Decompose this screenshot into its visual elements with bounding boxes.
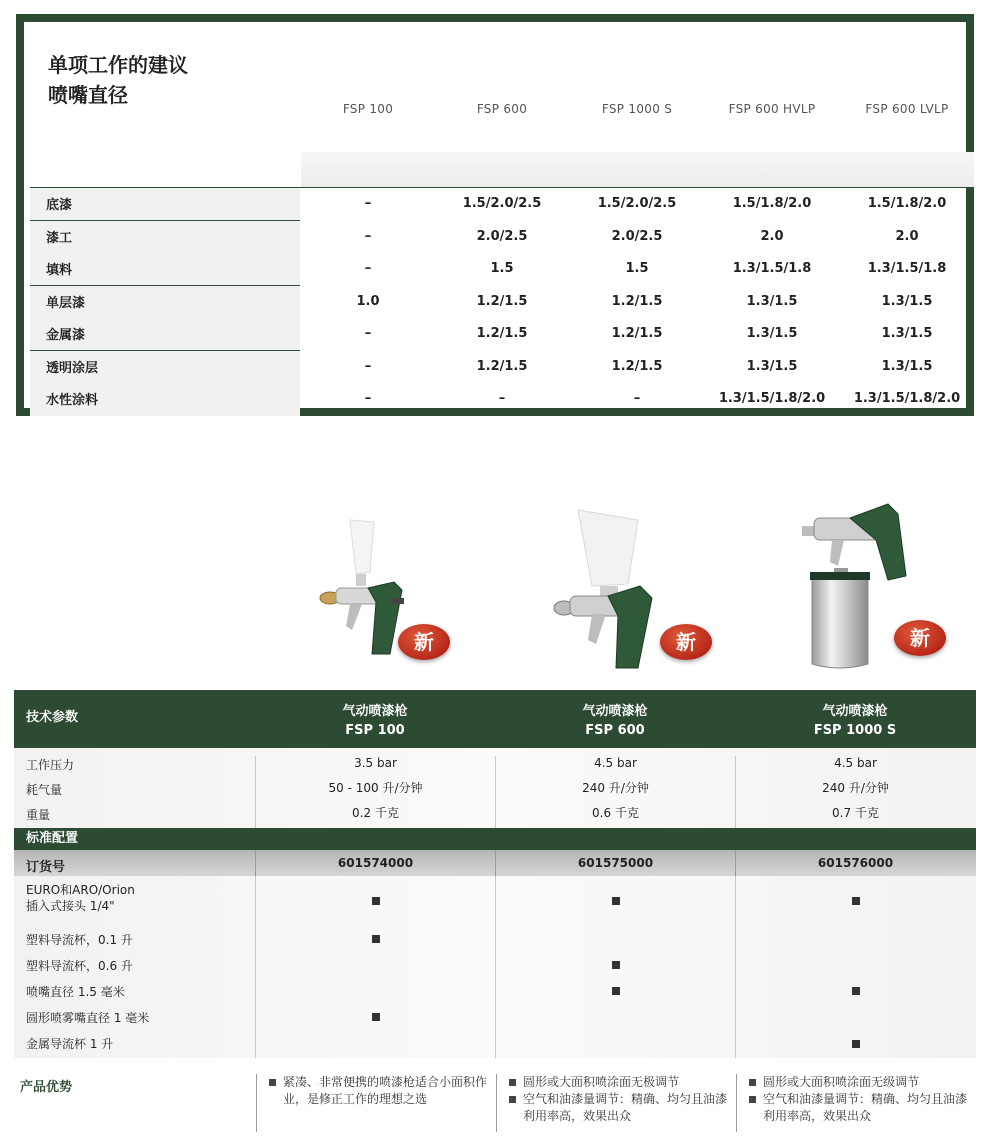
spec-param-row (14, 756, 976, 781)
new-badge: 新 (660, 624, 712, 660)
spec-param-value: 240 升/分钟 (495, 781, 735, 806)
spec-column-type: 气动喷漆枪 (342, 704, 408, 719)
equipment-cell (735, 952, 975, 978)
spec-param-value: 0.6 千克 (495, 806, 735, 831)
column-header: FSP 600 HVLP (728, 102, 816, 116)
spec-column-header (255, 702, 495, 740)
equipment-cell (735, 1004, 975, 1030)
equipment-row (14, 926, 976, 952)
spec-param-value: 4.5 bar (495, 756, 735, 781)
nozzle-value: 1.3/1.5 (881, 293, 933, 309)
nozzle-value: 2.0 (760, 228, 784, 244)
nozzle-value: 1.5/2.0/2.5 (597, 196, 677, 211)
product-image-fsp100 (310, 516, 460, 666)
nozzle-value: 1.2/1.5 (476, 326, 528, 341)
spec-param-value: 3.5 bar (255, 756, 495, 781)
spec-column-header (735, 702, 975, 740)
nozzle-value: 1.2/1.5 (476, 293, 528, 309)
equipment-cell (255, 1004, 495, 1030)
equipment-row (14, 978, 976, 1004)
spec-param-label: 重量 (26, 808, 51, 822)
nozzle-value: – (364, 228, 372, 244)
advantages-col-fsp600 (496, 1074, 736, 1132)
equipment-cell (735, 876, 975, 926)
spec-param-value: 240 升/分钟 (735, 781, 975, 806)
product-advantages (14, 1070, 976, 1136)
included-mark-icon (852, 987, 860, 995)
nozzle-value: 1.3/1.5 (881, 326, 933, 341)
spec-column-type: 气动喷漆枪 (582, 704, 648, 719)
order-number: 601574000 (255, 850, 495, 876)
advantage-item: 圆形或大面积喷涂面无级调节 (747, 1074, 976, 1091)
nozzle-row (30, 286, 974, 319)
spec-column-header (495, 702, 735, 740)
spec-param-value: 0.7 千克 (735, 806, 975, 831)
spec-column-model: FSP 100 (345, 723, 405, 738)
equipment-cell (255, 1030, 495, 1058)
equipment-cell (255, 952, 495, 978)
equipment-row (14, 1004, 976, 1030)
nozzle-row-label: 填料 (30, 253, 300, 286)
spec-param-value: 50 - 100 升/分钟 (255, 781, 495, 806)
spec-param-value: 4.5 bar (735, 756, 975, 781)
nozzle-recommendation-table (16, 14, 974, 416)
nozzle-value: – (364, 391, 372, 406)
advantages-col-fsp1000s (736, 1074, 976, 1132)
equipment-row (14, 876, 976, 926)
order-number-label: 订货号 (26, 860, 66, 875)
column-header: FSP 600 LVLP (865, 102, 949, 116)
equipment-cell (495, 952, 735, 978)
spec-param-row (14, 781, 976, 806)
equipment-cell (495, 1004, 735, 1030)
nozzle-row (30, 188, 974, 221)
nozzle-value: 1.3/1.5 (881, 358, 933, 374)
nozzle-row (30, 383, 974, 416)
nozzle-value: 1.3/1.5/1.8 (732, 261, 812, 276)
spec-column-type: 气动喷漆枪 (822, 704, 888, 719)
nozzle-title-line1: 单项工作的建议 (48, 53, 188, 77)
standard-config-bar: 标准配置 (14, 828, 976, 850)
equipment-cell (255, 926, 495, 952)
advantages-col-fsp100 (256, 1074, 496, 1132)
included-mark-icon (372, 897, 380, 905)
nozzle-value: 1.2/1.5 (611, 358, 663, 374)
nozzle-value: 1.3/1.5 (746, 326, 798, 341)
order-number-row (14, 850, 976, 876)
included-mark-icon (612, 961, 620, 969)
equipment-cell (495, 978, 735, 1004)
nozzle-row-label: 底漆 (30, 188, 300, 221)
nozzle-value: – (633, 391, 641, 406)
nozzle-value: 1.5/2.0/2.5 (462, 196, 542, 211)
nozzle-value: 2.0/2.5 (611, 228, 663, 244)
nozzle-row-label: 金属漆 (30, 318, 300, 351)
included-mark-icon (852, 897, 860, 905)
spec-table-header (14, 690, 976, 748)
new-badge: 新 (894, 620, 946, 656)
equipment-label (14, 1036, 254, 1052)
nozzle-table-title (48, 50, 188, 110)
included-mark-icon (612, 897, 620, 905)
advantages-title: 产品优势 (20, 1080, 73, 1095)
equipment-label (14, 984, 254, 1000)
nozzle-value: 1.0 (356, 293, 380, 309)
nozzle-value: 1.3/1.5 (746, 293, 798, 309)
equipment-label-line: 塑料导流杯，0.1 升 (26, 933, 133, 947)
equipment-label-line: 插入式接头 1/4" (26, 899, 115, 913)
nozzle-row (30, 221, 974, 254)
equipment-cell (495, 1030, 735, 1058)
nozzle-value: – (364, 196, 372, 211)
nozzle-value: 1.2/1.5 (611, 293, 663, 309)
nozzle-value: – (498, 391, 506, 406)
column-header: FSP 1000 S (601, 102, 673, 116)
column-header: FSP 100 (342, 102, 394, 116)
product-image-fsp600 (548, 504, 728, 674)
spec-param-value: 0.2 千克 (255, 806, 495, 831)
nozzle-value: 1.5/1.8/2.0 (867, 196, 947, 211)
equipment-cell (495, 926, 735, 952)
nozzle-title-line2: 喷嘴直径 (48, 83, 128, 107)
advantage-item: 圆形或大面积喷涂面无极调节 (507, 1074, 736, 1091)
included-mark-icon (372, 1013, 380, 1021)
equipment-label (14, 958, 254, 974)
nozzle-row (30, 351, 974, 384)
column-header: FSP 600 (476, 102, 528, 116)
nozzle-value: – (364, 326, 372, 341)
equipment-row (14, 1030, 976, 1058)
order-number: 601576000 (735, 850, 975, 876)
nozzle-value: 1.5/1.8/2.0 (732, 196, 812, 211)
header-band (301, 152, 974, 188)
equipment-cell (735, 926, 975, 952)
equipment-label (14, 882, 254, 914)
new-badge: 新 (398, 624, 450, 660)
equipment-label-line: 塑料导流杯，0.6 升 (26, 959, 133, 973)
nozzle-value: 1.5 (490, 261, 514, 276)
equipment-cell (255, 876, 495, 926)
nozzle-value: 1.3/1.5/1.8/2.0 (718, 391, 826, 406)
equipment-label-line: 圆形喷雾嘴直径 1 毫米 (26, 1011, 150, 1025)
nozzle-value: 2.0/2.5 (476, 228, 528, 244)
spec-column-model: FSP 1000 S (813, 723, 897, 738)
equipment-label-line: EURO和ARO/Orion (26, 883, 135, 897)
equipment-label-line: 金属导流杯 1 升 (26, 1037, 114, 1051)
nozzle-value: 1.3/1.5 (746, 358, 798, 374)
equipment-row (14, 952, 976, 978)
nozzle-row (30, 253, 974, 286)
spec-param-label: 工作压力 (26, 758, 75, 772)
advantage-item: 紧凑、非常便携的喷漆枪适合小面积作业，是修正工作的理想之选 (267, 1074, 496, 1108)
nozzle-value: 1.2/1.5 (611, 326, 663, 341)
equipment-cell (735, 1030, 975, 1058)
nozzle-row-label: 单层漆 (30, 286, 300, 319)
advantage-item: 空气和油漆量调节：精确、均匀且油漆利用率高，效果出众 (747, 1091, 976, 1125)
equipment-label (14, 932, 254, 948)
nozzle-value: 1.3/1.5/1.8 (867, 261, 947, 276)
spec-param-label: 耗气量 (26, 783, 63, 797)
nozzle-row-label: 透明涂层 (30, 351, 300, 384)
equipment-label-line: 喷嘴直径 1.5 毫米 (26, 985, 125, 999)
nozzle-row-label: 漆工 (30, 221, 300, 254)
included-mark-icon (372, 935, 380, 943)
spec-header-label: 技术参数 (26, 710, 79, 725)
product-image-fsp1000s (796, 496, 956, 672)
nozzle-row-label: 水性涂料 (30, 383, 300, 416)
advantage-item: 空气和油漆量调节：精确、均匀且油漆利用率高，效果出众 (507, 1091, 736, 1125)
included-mark-icon (612, 987, 620, 995)
nozzle-value: 2.0 (895, 228, 919, 244)
nozzle-value: – (364, 358, 372, 374)
spec-column-model: FSP 600 (585, 723, 645, 738)
included-mark-icon (852, 1040, 860, 1048)
equipment-label (14, 1010, 254, 1026)
nozzle-value: 1.2/1.5 (476, 358, 528, 374)
nozzle-value: 1.3/1.5/1.8/2.0 (853, 391, 961, 406)
equipment-cell (735, 978, 975, 1004)
order-number: 601575000 (495, 850, 735, 876)
equipment-cell (495, 876, 735, 926)
equipment-cell (255, 978, 495, 1004)
nozzle-value: 1.5 (625, 261, 649, 276)
nozzle-value: – (364, 261, 372, 276)
nozzle-row (30, 318, 974, 351)
